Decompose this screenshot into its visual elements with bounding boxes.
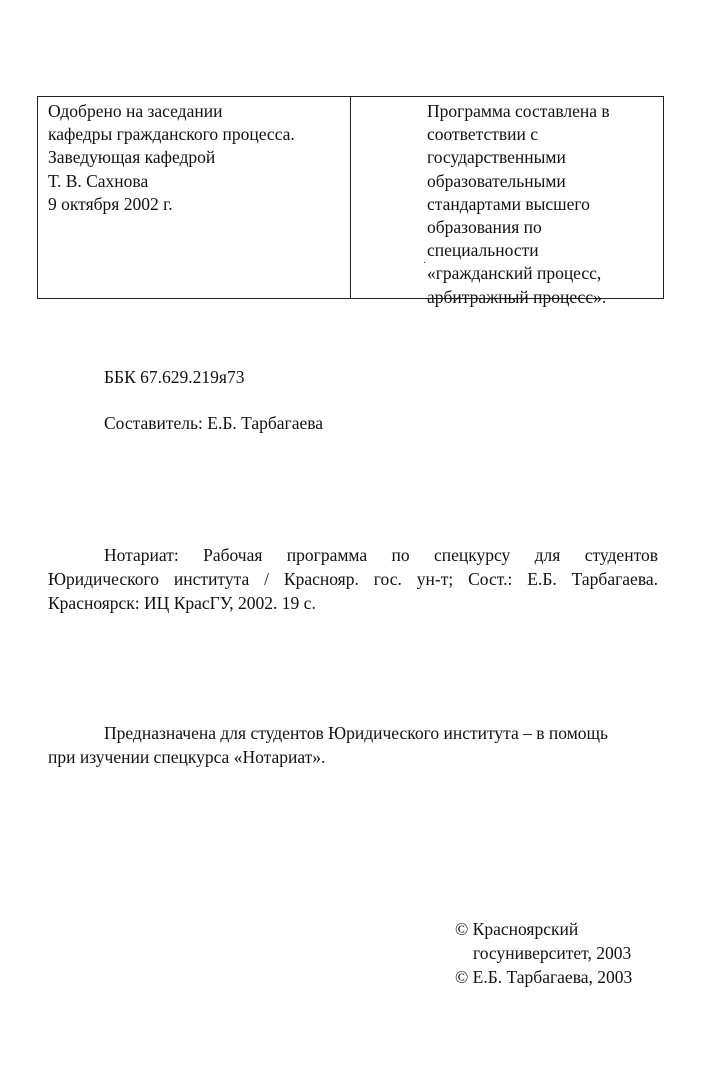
compiler-line: Составитель: Е.Б. Тарбагаева [104,413,324,433]
citation-line [48,543,658,567]
approval-right-line: Программа составлена в [427,101,610,121]
copyright-line: © Е.Б. Тарбагаева, 2003 [455,967,633,987]
approval-left-line: Заведующая кафедрой [48,147,216,168]
copyright-line: © Красноярский [455,919,579,939]
approval-right-line: образовательными [427,170,566,191]
citation-line: Юридического института / Краснояр. гос. ун-т; Сост.: Е.Б. Тарбагаева. [48,569,658,589]
citation-line-text: Нотариат: Рабочая программа по спецкурсу для студентов [104,545,658,565]
approval-left-line: 9 октября 2002 г. [48,193,173,214]
approval-cell-right [427,100,657,309]
citation-line: Красноярск: ИЦ КрасГУ, 2002. 19 с. [48,593,316,613]
purpose-line: при изучении спецкурса «Нотариат». [48,747,326,767]
approval-right-line: «гражданский процесс, [427,263,602,284]
approval-cell-left [48,100,348,216]
bbk-code: ББК 67.629.219я73 [104,367,245,387]
purpose-statement [48,721,658,769]
approval-right-line: образования по [427,217,542,238]
approval-left-line: Одобрено на заседании [48,101,223,121]
approval-left-line: Т. В. Сахнова [48,170,149,191]
approval-left-line: кафедры гражданского процесса. [48,124,295,145]
bibliographic-citation [48,543,658,615]
purpose-line [48,721,658,745]
approval-right-line: государственными [427,147,566,168]
copyright-line: госуниверситет, 2003 [473,943,632,963]
approval-right-line: специальности [427,240,539,261]
purpose-line-text: Предназначена для студентов Юридического института – в помощь [104,723,608,743]
copyright-block [455,917,632,989]
approval-right-line: арбитражный процесс». [427,286,607,307]
approval-right-line: соответствии с [427,124,539,145]
scan-speck: · [423,258,427,269]
approval-right-line: стандартами высшего [427,193,590,214]
approval-table-divider [350,96,351,299]
